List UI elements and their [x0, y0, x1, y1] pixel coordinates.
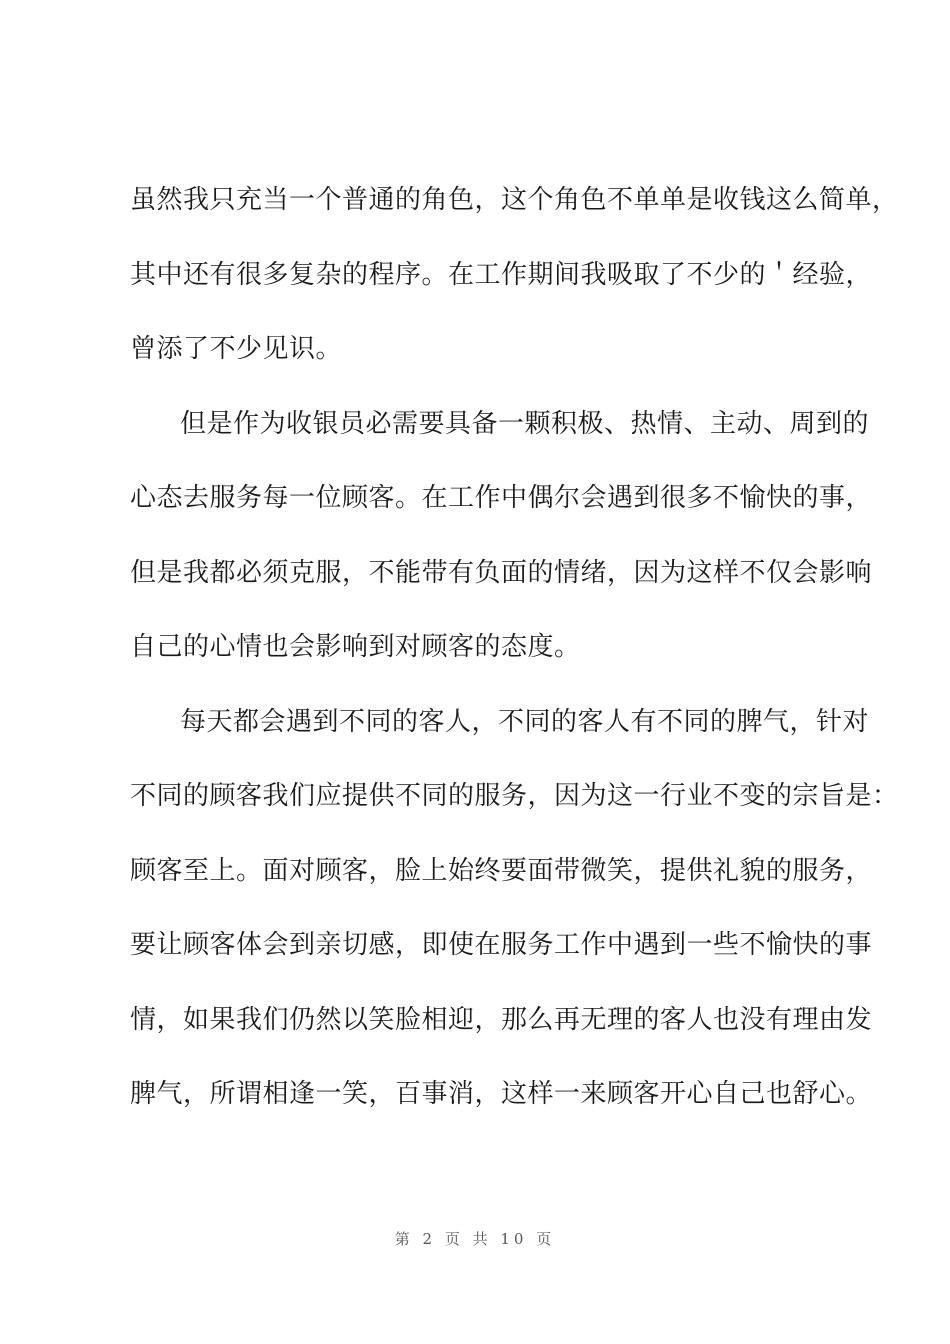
- text-line: 其中还有很多复杂的程序。在工作期间我吸取了不少的＇经验，: [130, 259, 873, 290]
- text-line: 每天都会遇到不同的客人，不同的客人有不同的脾气，针对: [180, 706, 870, 737]
- text-line: 要让顾客体会到亲切感，即使在服务工作中遇到一些不愉快的事: [130, 930, 873, 960]
- text-line: 情，如果我们仍然以笑脸相迎，那么再无理的客人也没有理由发: [130, 1004, 873, 1035]
- text-line: 但是我都必须克服，不能带有负面的情绪，因为这样不仅会影响: [130, 557, 873, 588]
- text-line: 不同的顾客我们应提供不同的服务，因为这一行业不变的宗旨是：: [130, 781, 899, 811]
- text-line: 脾气，所谓相逢一笑，百事消，这样一来顾客开心自己也舒心。: [130, 1079, 873, 1109]
- page-number-footer: 第 2 页 共 10 页: [394, 1230, 556, 1248]
- text-line: 心态去服务每一位顾客。在工作中偶尔会遇到很多不愉快的事，: [130, 483, 873, 513]
- text-line: 虽然我只充当一个普通的角色，这个角色不单单是收钱这么简单，: [130, 185, 899, 215]
- text-line: 但是作为收银员必需要具备一颗积极、热情、主动、周到的: [180, 408, 870, 439]
- document-body: [130, 172, 899, 1141]
- text-line: 曾添了不少见识。: [130, 334, 343, 364]
- text-line: 顾客至上。面对顾客，脸上始终要面带微笑，提供礼貌的服务，: [130, 855, 873, 886]
- text-line: 自己的心情也会影响到对顾客的态度。: [130, 632, 581, 662]
